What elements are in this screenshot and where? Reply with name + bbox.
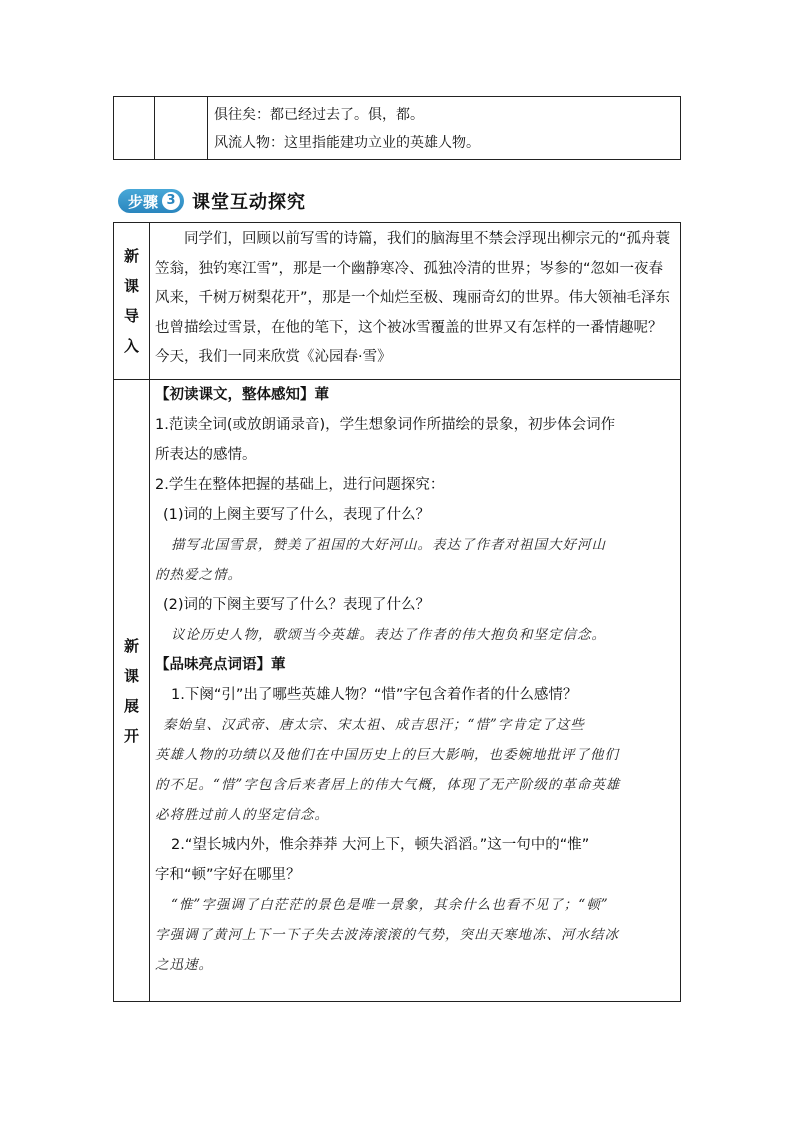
section-title: 【品味亮点词语】 — [155, 657, 271, 673]
item-text: 2.学生在整体把握的基础上，进行问题探究： — [155, 477, 445, 493]
develop-row — [114, 380, 680, 1001]
step-badge — [118, 189, 184, 213]
intro-row — [114, 223, 680, 380]
step-number: 3 — [162, 192, 180, 210]
section-title: 【初读课文，整体感知】 — [155, 387, 315, 403]
question: (1)词的上阕主要写了什么，表现了什么？ — [163, 507, 431, 523]
handwritten-answer: 的不足。“惜”字包含后来者居上的伟大气概，体现了无产阶级的革命英雄 — [155, 777, 621, 793]
handwritten-answer: 议论历史人物，歌颂当今英雄。表达了作者的伟大抱负和坚定信念。 — [171, 627, 606, 643]
label-char: 开 — [123, 726, 139, 745]
label-char: 新 — [123, 247, 139, 265]
annotation-line: 俱往矣：都已经过去了。俱，都。 — [214, 107, 424, 123]
label-char: 课 — [123, 277, 139, 295]
label-char: 课 — [123, 666, 139, 685]
section-heading — [155, 380, 674, 410]
question: 1.下阕“引”出了哪些英雄人物？“惜”字包含着作者的什么感情？ — [171, 687, 578, 703]
empty-cell-1 — [114, 97, 155, 159]
question: 2.“望长城内外，惟余莽莽 大河上下，顿失滔滔。”这一句中的“惟” — [171, 837, 590, 853]
item-text: 1.范读全词(或放朗诵录音)，学生想象词作所描绘的景象，初步体会词作 — [155, 417, 616, 433]
label-char: 导 — [123, 307, 139, 325]
section-heading — [155, 650, 674, 680]
handwritten-answer: 的热爱之情。 — [155, 567, 242, 583]
item-text: 所表达的感情。 — [155, 447, 257, 463]
label-char: 入 — [123, 337, 139, 355]
empty-cell-2 — [155, 97, 208, 159]
section-mark: 莗 — [271, 657, 286, 673]
continued-annotation-table — [113, 96, 681, 160]
develop-label — [114, 380, 150, 1001]
handwritten-answer: 字强调了黄河上下一下子失去波涛滚滚的气势，突出天寒地冻、河水结冰 — [155, 927, 619, 943]
label-char: 展 — [123, 696, 139, 715]
handwritten-answer: 必将胜过前人的坚定信念。 — [155, 807, 329, 823]
step-title: 课堂互动探究 — [192, 192, 307, 213]
handwritten-answer: 秦始皇、汉武帝、唐太宗、宋太祖、成吉思汗；“惜”字肯定了这些 — [163, 717, 585, 733]
lesson-table — [113, 222, 681, 1002]
intro-label — [114, 223, 150, 379]
question: 字和“顿”字好在哪里？ — [155, 867, 301, 883]
question: (2)词的下阕主要写了什么？表现了什么？ — [163, 597, 431, 613]
handwritten-answer: 之迅速。 — [155, 957, 213, 973]
annotation-line: 风流人物：这里指能建功立业的英雄人物。 — [214, 135, 480, 151]
intro-text: 同学们，回顾以前写雪的诗篇，我们的脑海里不禁会浮现出柳宗元的“孤舟蓑笠翁，独钓寒江雪”，那是一个幽静寒冷、孤独冷清的世界；岑参的“忽如一夜春风来，千树万树梨花开”，那是一个灿烂至极、瑰丽奇幻的世界。伟大领袖毛泽东也曾描绘过雪景，在他的笔下，这个被冰雪覆盖的世界又有怎样的一番情趣呢？今天，我们一同来欣赏《沁园春·雪》 — [155, 231, 671, 365]
intro-content — [150, 223, 680, 379]
step-badge-label: 步骤 — [128, 192, 159, 211]
section-mark: 莗 — [314, 387, 329, 403]
handwritten-answer: 描写北国雪景，赞美了祖国的大好河山。表达了作者对祖国大好河山 — [171, 537, 606, 553]
annotation-cell — [208, 97, 680, 159]
handwritten-answer: “惟”字强调了白茫茫的景色是唯一景象，其余什么也看不见了；“顿” — [171, 897, 609, 913]
step-header — [118, 188, 306, 214]
label-char: 新 — [123, 636, 139, 655]
develop-content — [150, 380, 680, 1001]
handwritten-answer: 英雄人物的功绩以及他们在中国历史上的巨大影响，也委婉地批评了他们 — [155, 747, 619, 763]
